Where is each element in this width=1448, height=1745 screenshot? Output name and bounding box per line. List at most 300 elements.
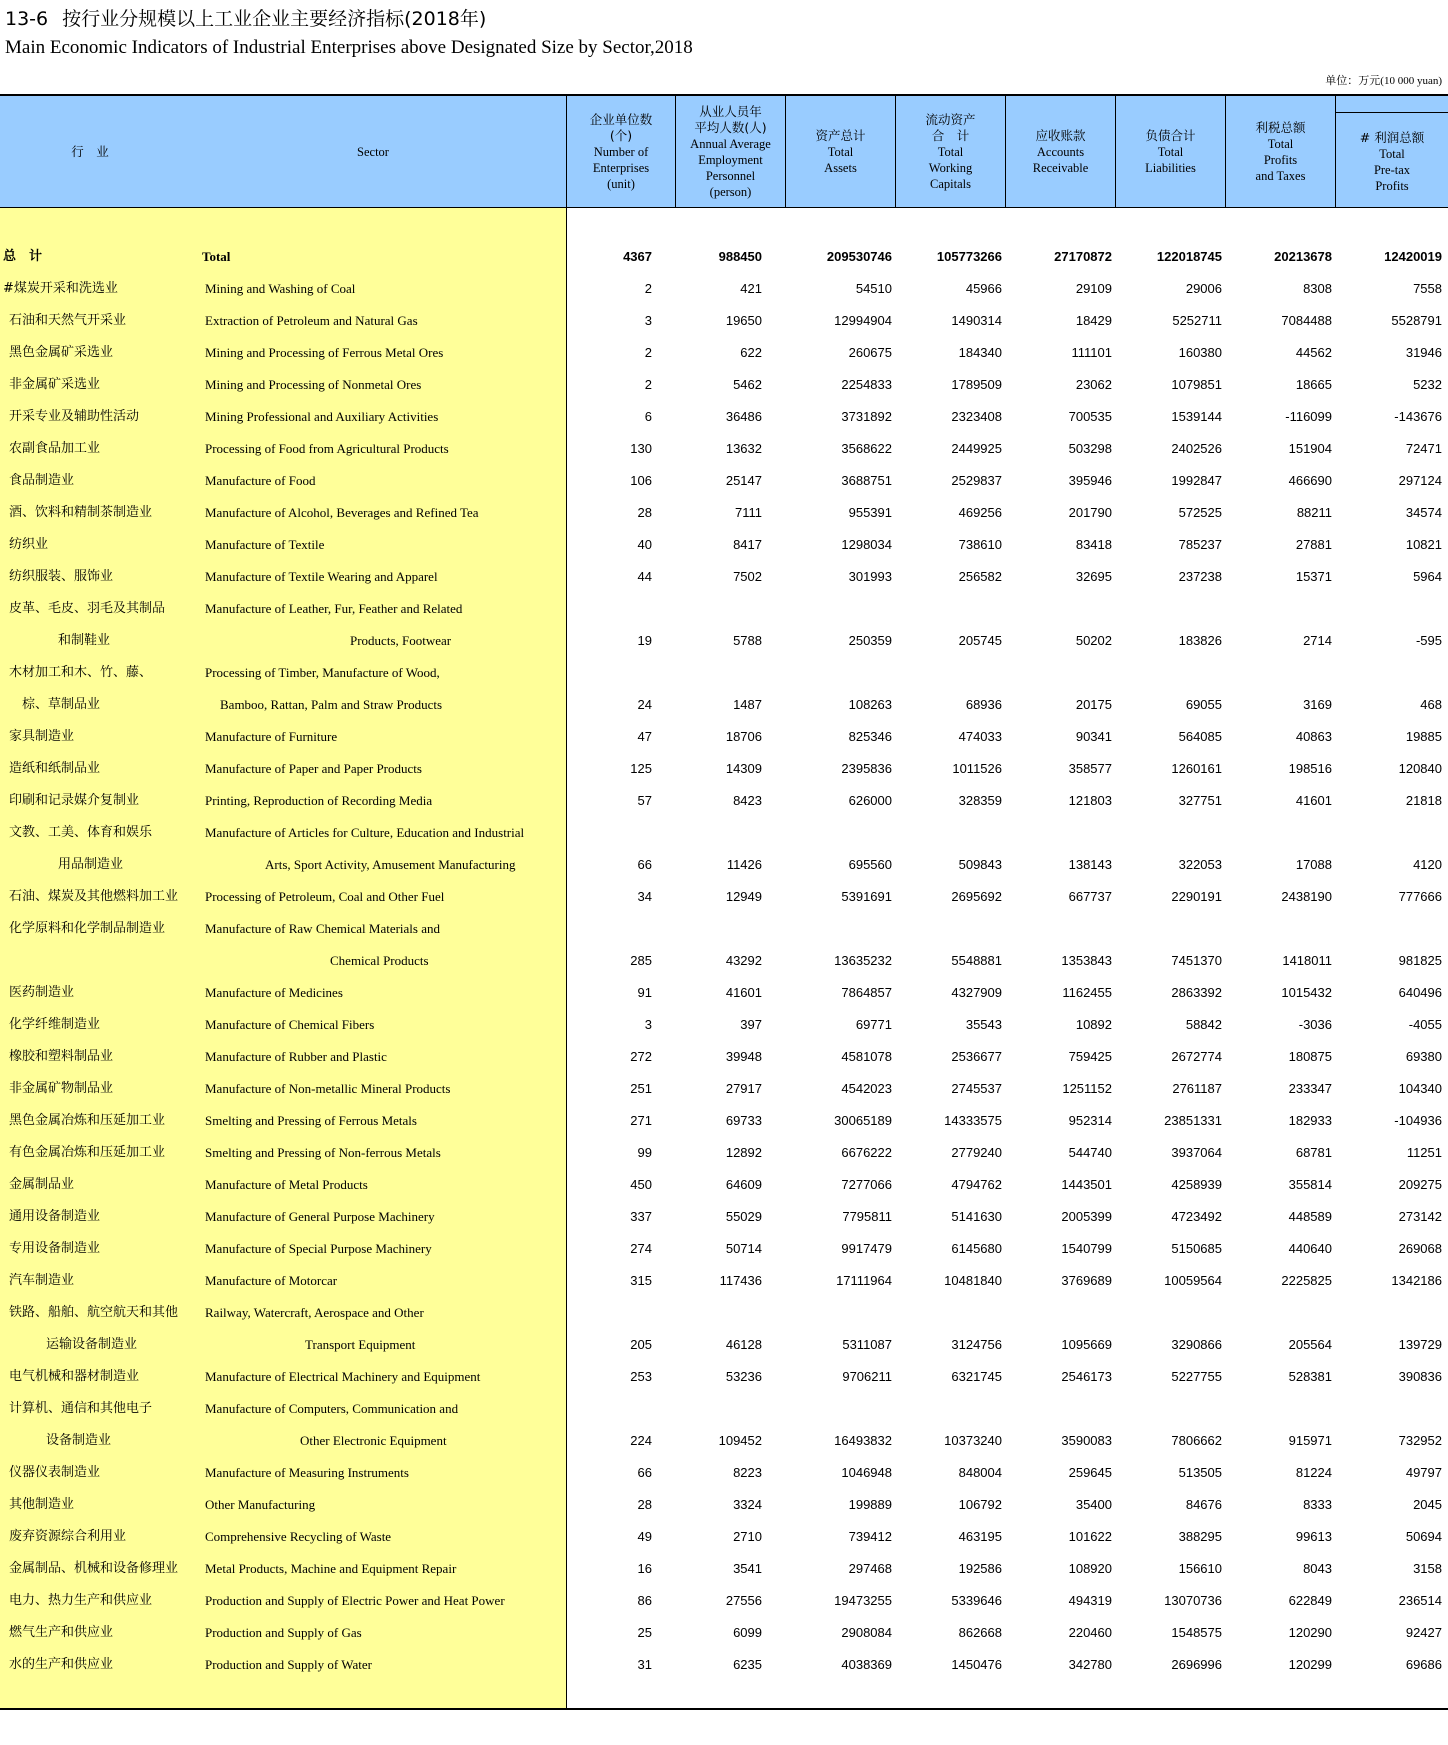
value-cell: 3769689 — [1061, 1273, 1112, 1288]
sector-en: Manufacture of Metal Products — [205, 1177, 368, 1192]
value-cell: 34574 — [1405, 505, 1442, 520]
value-cell: 125 — [630, 761, 652, 776]
table-row — [0, 1329, 1448, 1361]
header-profits-taxes: 利税总额 Total Profits and Taxes — [1255, 120, 1306, 183]
header-working-capitals: 流动资产 合 计 Total Working Capitals — [925, 112, 976, 191]
value-cell: 35400 — [1075, 1497, 1112, 1512]
value-cell: -104936 — [1394, 1113, 1442, 1128]
header-enterprises: 企业单位数 (个) Number of Enterprises (unit) — [589, 112, 653, 191]
sector-en: Manufacture of Non-metallic Mineral Products — [205, 1081, 451, 1096]
value-cell: 4327909 — [951, 985, 1002, 1000]
value-cell: 11251 — [1406, 1145, 1442, 1160]
value-cell: -143676 — [1394, 409, 1442, 424]
value-cell: 81224 — [1295, 1465, 1332, 1480]
value-cell: 3158 — [1413, 1561, 1442, 1576]
value-cell: 17088 — [1295, 857, 1332, 872]
industry-cn: 酒、饮料和精制茶制造业 — [9, 505, 153, 520]
table-row — [0, 753, 1448, 785]
value-cell: 109452 — [718, 1433, 762, 1448]
sector-en: Mining Professional and Auxiliary Activities — [205, 409, 439, 424]
industry-cn: 通用设备制造业 — [9, 1209, 101, 1224]
value-cell: 209275 — [1398, 1177, 1442, 1192]
value-cell: 9706211 — [842, 1369, 892, 1384]
industry-cn: 纺织服装、服饰业 — [9, 569, 114, 584]
value-cell: 50202 — [1075, 633, 1112, 648]
value-cell: 5311087 — [842, 1337, 892, 1352]
table-row — [0, 1105, 1448, 1137]
value-cell: 66 — [637, 857, 652, 872]
value-cell: 23851331 — [1164, 1113, 1222, 1128]
table-row — [0, 401, 1448, 433]
value-cell: 6321745 — [951, 1369, 1002, 1384]
value-cell: 23062 — [1075, 377, 1112, 392]
table-row — [0, 1457, 1448, 1489]
value-cell: 5391691 — [841, 889, 892, 904]
value-cell: 4038369 — [841, 1657, 892, 1672]
value-cell: 12949 — [725, 889, 762, 904]
sector-en: Manufacture of Food — [205, 473, 316, 488]
value-cell: 2045 — [1413, 1497, 1442, 1512]
value-cell: 1342186 — [1391, 1273, 1442, 1288]
value-cell: 199889 — [848, 1497, 892, 1512]
industry-cn: 设备制造业 — [46, 1433, 112, 1448]
value-cell: 25 — [637, 1625, 652, 1640]
table-row — [0, 1169, 1448, 1201]
value-cell: 28 — [637, 1497, 652, 1512]
value-cell: 156610 — [1178, 1561, 1222, 1576]
sector-en: Processing of Timber, Manufacture of Wood, — [205, 665, 440, 680]
value-cell: 139729 — [1398, 1337, 1442, 1352]
value-cell: 5227755 — [1171, 1369, 1222, 1384]
value-cell: 2 — [644, 345, 652, 360]
industry-cn: 燃气生产和供应业 — [9, 1625, 114, 1640]
sector-en: Manufacture of Chemical Fibers — [205, 1017, 375, 1032]
value-cell: 104340 — [1398, 1081, 1442, 1096]
industry-cn: 计算机、通信和其他电子 — [9, 1401, 153, 1416]
value-cell: 30065189 — [834, 1113, 892, 1128]
sector-en: Manufacture of Textile Wearing and Apparel — [205, 569, 438, 584]
value-cell: 121803 — [1068, 793, 1112, 808]
value-cell: 122018745 — [1156, 249, 1222, 264]
value-cell: 759425 — [1068, 1049, 1112, 1064]
industry-cn: 医药制造业 — [9, 985, 75, 1000]
value-cell: 29006 — [1185, 281, 1222, 296]
sector-en: Production and Supply of Electric Power and Heat Power — [205, 1593, 505, 1608]
value-cell: 3937064 — [1171, 1145, 1222, 1160]
value-cell: 18706 — [725, 729, 762, 744]
value-cell: 355814 — [1288, 1177, 1332, 1192]
value-cell: 2546173 — [1061, 1369, 1112, 1384]
value-cell: 358577 — [1068, 761, 1112, 776]
value-cell: 27170872 — [1054, 249, 1112, 264]
value-cell: 7806662 — [1171, 1433, 1222, 1448]
value-cell: 2254833 — [841, 377, 892, 392]
industry-cn: 金属制品、机械和设备修理业 — [9, 1561, 179, 1576]
sector-en: Smelting and Pressing of Non-ferrous Metals — [205, 1145, 441, 1160]
value-cell: 1298034 — [841, 537, 892, 552]
value-cell: 68781 — [1295, 1145, 1332, 1160]
header-receivable: 应收账款 Accounts Receivable — [1032, 128, 1089, 175]
value-cell: -595 — [1415, 633, 1442, 648]
value-cell: 328359 — [958, 793, 1002, 808]
sector-en: Manufacture of Leather, Fur, Feather and Related — [205, 601, 463, 616]
industry-cn: 水的生产和供应业 — [9, 1657, 114, 1672]
value-cell: 2695692 — [951, 889, 1002, 904]
value-cell: 6 — [644, 409, 652, 424]
value-cell: 53236 — [725, 1369, 762, 1384]
value-cell: 4258939 — [1171, 1177, 1222, 1192]
value-cell: 988450 — [718, 249, 762, 264]
industry-cn: 橡胶和塑料制品业 — [9, 1049, 114, 1064]
industry-cn: 非金属矿物制品业 — [9, 1081, 114, 1096]
value-cell: 2005399 — [1061, 1209, 1112, 1224]
value-cell: 2438190 — [1281, 889, 1332, 904]
value-cell: 55029 — [725, 1209, 762, 1224]
industry-cn: 和制鞋业 — [58, 633, 111, 648]
value-cell: 469256 — [958, 505, 1002, 520]
table-row — [0, 1137, 1448, 1169]
sector-en: Mining and Processing of Ferrous Metal Ores — [205, 345, 444, 360]
industry-cn: #煤炭开采和洗选业 — [3, 281, 118, 296]
value-cell: 2395836 — [841, 761, 892, 776]
value-cell: 1490314 — [951, 313, 1002, 328]
value-cell: 466690 — [1288, 473, 1332, 488]
value-cell: 315 — [630, 1273, 652, 1288]
value-cell: 111101 — [1071, 345, 1112, 360]
sector-en: Manufacture of Raw Chemical Materials and — [205, 921, 440, 936]
value-cell: -116099 — [1285, 409, 1332, 424]
value-cell: 66 — [637, 1465, 652, 1480]
value-cell: 7451370 — [1171, 953, 1222, 968]
value-cell: 117436 — [719, 1273, 762, 1288]
sector-en: Comprehensive Recycling of Waste — [205, 1529, 392, 1544]
value-cell: 201790 — [1068, 505, 1112, 520]
table-row — [0, 1425, 1448, 1457]
value-cell: 2323408 — [951, 409, 1002, 424]
value-cell: 24 — [637, 697, 652, 712]
value-cell: 50714 — [725, 1241, 762, 1256]
value-cell: 5232 — [1413, 377, 1442, 392]
value-cell: 1443501 — [1061, 1177, 1112, 1192]
sector-en: Arts, Sport Activity, Amusement Manufacturing — [265, 857, 516, 872]
value-cell: 21818 — [1405, 793, 1442, 808]
value-cell: 4120 — [1413, 857, 1442, 872]
value-cell: 108263 — [848, 697, 892, 712]
industry-cn: 农副食品加工业 — [9, 441, 101, 456]
value-cell: 224 — [630, 1433, 652, 1448]
value-cell: 1540799 — [1061, 1241, 1112, 1256]
value-cell: 952314 — [1068, 1113, 1112, 1128]
value-cell: 269068 — [1398, 1241, 1442, 1256]
value-cell: 184340 — [958, 345, 1002, 360]
value-cell: 3 — [644, 1017, 652, 1032]
value-cell: 69771 — [855, 1017, 892, 1032]
value-cell: 120299 — [1288, 1657, 1332, 1672]
table-row — [0, 1265, 1448, 1297]
value-cell: 297124 — [1398, 473, 1442, 488]
value-cell: 138143 — [1068, 857, 1112, 872]
value-cell: 785237 — [1178, 537, 1222, 552]
value-cell: 2290191 — [1171, 889, 1222, 904]
value-cell: 29109 — [1075, 281, 1112, 296]
table-title-en: Main Economic Indicators of Industrial Enterprises above Designated Size by Sector,2018 — [5, 37, 693, 58]
industry-cn: 金属制品业 — [9, 1177, 75, 1192]
value-cell: 19 — [637, 633, 652, 648]
sector-en: Products, Footwear — [350, 633, 452, 648]
value-cell: 271 — [630, 1113, 652, 1128]
sector-en: Manufacture of Paper and Paper Products — [205, 761, 422, 776]
value-cell: 1046948 — [841, 1465, 892, 1480]
sector-en: Smelting and Pressing of Ferrous Metals — [205, 1113, 417, 1128]
value-cell: 1162455 — [1062, 985, 1112, 1000]
value-cell: 14333575 — [944, 1113, 1002, 1128]
value-cell: 27917 — [725, 1081, 762, 1096]
value-cell: 2710 — [733, 1529, 762, 1544]
sector-en: Production and Supply of Gas — [205, 1625, 362, 1640]
value-cell: 7502 — [733, 569, 762, 584]
table-row — [0, 945, 1448, 977]
table-row — [0, 337, 1448, 369]
table-title-cn — [5, 4, 486, 31]
value-cell: 4542023 — [841, 1081, 892, 1096]
value-cell: 825346 — [848, 729, 892, 744]
value-cell: 105773266 — [936, 249, 1002, 264]
table-row — [0, 1489, 1448, 1521]
value-cell: 233347 — [1288, 1081, 1332, 1096]
table-row — [0, 1553, 1448, 1585]
value-cell: 8333 — [1303, 1497, 1332, 1512]
value-cell: 777666 — [1398, 889, 1442, 904]
value-cell: 8223 — [733, 1465, 762, 1480]
value-cell: 19473255 — [834, 1593, 892, 1608]
value-cell: 31946 — [1405, 345, 1442, 360]
sector-en: Bamboo, Rattan, Palm and Straw Products — [220, 697, 443, 712]
value-cell: 72471 — [1405, 441, 1442, 456]
value-cell: 285 — [630, 953, 652, 968]
value-cell: 45966 — [965, 281, 1002, 296]
table-row — [0, 529, 1448, 561]
value-cell: 6235 — [733, 1657, 762, 1672]
value-cell: 259645 — [1068, 1465, 1112, 1480]
value-cell: 92427 — [1405, 1625, 1442, 1640]
sector-en: Manufacture of Computers, Communication and — [205, 1401, 459, 1416]
unit-label — [1325, 72, 1442, 88]
value-cell: 250359 — [848, 633, 892, 648]
value-cell: 1095669 — [1061, 1337, 1112, 1352]
table-row — [0, 625, 1448, 657]
sector-en: Manufacture of Textile — [205, 537, 325, 552]
value-cell: 9917479 — [841, 1241, 892, 1256]
value-cell: 274 — [630, 1241, 652, 1256]
value-cell: 47 — [637, 729, 652, 744]
value-cell: 84676 — [1185, 1497, 1222, 1512]
industry-cn: 废弃资源综合利用业 — [9, 1529, 127, 1544]
header-liabilities: 负债合计 Total Liabilities — [1145, 128, 1196, 175]
value-cell: 12420019 — [1384, 249, 1442, 264]
sector-en: Manufacture of General Purpose Machinery — [205, 1209, 435, 1224]
value-cell: 11426 — [726, 857, 762, 872]
value-cell: 68936 — [965, 697, 1002, 712]
value-cell: 86 — [637, 1593, 652, 1608]
value-cell: 503298 — [1068, 441, 1112, 456]
value-cell: 327751 — [1178, 793, 1222, 808]
value-cell: 3541 — [733, 1561, 762, 1576]
value-cell: 272 — [630, 1049, 652, 1064]
value-cell: 6145680 — [951, 1241, 1002, 1256]
industry-cn: 铁路、船舶、航空航天和其他 — [9, 1305, 179, 1320]
table-row — [0, 977, 1448, 1009]
sector-en: Manufacture of Special Purpose Machinery — [205, 1241, 432, 1256]
value-cell: 25147 — [725, 473, 762, 488]
value-cell: 5548881 — [951, 953, 1002, 968]
value-cell: 10481840 — [944, 1273, 1002, 1288]
value-cell: 183826 — [1178, 633, 1222, 648]
table-row — [0, 1009, 1448, 1041]
value-cell: 91 — [637, 985, 652, 1000]
value-cell: 27881 — [1295, 537, 1332, 552]
value-cell: 43292 — [725, 953, 762, 968]
value-cell: 273142 — [1398, 1209, 1442, 1224]
value-cell: 2696996 — [1171, 1657, 1222, 1672]
header-employment: 从业人员年 平均人数(人) Annual Average Employment Personnel (person) — [690, 104, 771, 199]
value-cell: 1260161 — [1171, 761, 1222, 776]
table-row — [0, 273, 1448, 305]
industry-cn: 开采专业及辅助性活动 — [9, 409, 140, 424]
value-cell: 130 — [630, 441, 652, 456]
value-cell: 36486 — [725, 409, 762, 424]
industry-cn: 石油和天然气开采业 — [9, 313, 127, 328]
value-cell: 69055 — [1185, 697, 1222, 712]
value-cell: 3731892 — [841, 409, 892, 424]
value-cell: 180875 — [1288, 1049, 1332, 1064]
value-cell: 205564 — [1288, 1337, 1332, 1352]
value-cell: 463195 — [958, 1529, 1002, 1544]
value-cell: 8423 — [733, 793, 762, 808]
value-cell: 667737 — [1068, 889, 1112, 904]
sector-en: Manufacture of Motorcar — [205, 1273, 338, 1288]
industry-cn: 运输设备制造业 — [46, 1337, 138, 1352]
value-cell: 955391 — [848, 505, 892, 520]
value-cell: 3124756 — [951, 1337, 1002, 1352]
value-cell: 5150685 — [1171, 1241, 1222, 1256]
value-cell: 13070736 — [1164, 1593, 1222, 1608]
value-cell: 18429 — [1075, 313, 1112, 328]
value-cell: 1487 — [733, 697, 762, 712]
industry-cn: 总 计 — [3, 249, 43, 264]
industry-cn: 有色金属冶炼和压延加工业 — [9, 1145, 166, 1160]
value-cell: 2 — [644, 281, 652, 296]
table-body — [0, 241, 1448, 1681]
value-cell: 2402526 — [1171, 441, 1222, 456]
value-cell: 6099 — [733, 1625, 762, 1640]
industry-cn: 食品制造业 — [9, 473, 75, 488]
sector-en: Manufacture of Electrical Machinery and Equipment — [205, 1369, 481, 1384]
value-cell: 622849 — [1288, 1593, 1332, 1608]
sector-en: Transport Equipment — [305, 1337, 416, 1352]
sector-en: Manufacture of Medicines — [205, 985, 343, 1000]
value-cell: 2863392 — [1171, 985, 1222, 1000]
sector-en: Manufacture of Measuring Instruments — [205, 1465, 409, 1480]
table-row — [0, 689, 1448, 721]
value-cell: 108920 — [1068, 1561, 1112, 1576]
value-cell: 58842 — [1185, 1017, 1222, 1032]
value-cell: 12892 — [725, 1145, 762, 1160]
value-cell: 2449925 — [951, 441, 1002, 456]
value-cell: 151904 — [1288, 441, 1332, 456]
value-cell: 5528791 — [1391, 313, 1442, 328]
table-row — [0, 721, 1448, 753]
industry-cn: 电气机械和器材制造业 — [9, 1369, 140, 1384]
sector-en: Mining and Processing of Nonmetal Ores — [205, 377, 422, 392]
value-cell: 49797 — [1405, 1465, 1442, 1480]
value-cell: 40863 — [1295, 729, 1332, 744]
value-cell: 5964 — [1413, 569, 1442, 584]
value-cell: 3590083 — [1061, 1433, 1112, 1448]
value-cell: 862668 — [958, 1625, 1002, 1640]
value-cell: 6676222 — [841, 1145, 892, 1160]
table-row — [0, 465, 1448, 497]
value-cell: 4367 — [623, 249, 652, 264]
industry-cn: 化学原料和化学制品制造业 — [9, 921, 166, 936]
sector-en: Manufacture of Furniture — [205, 729, 338, 744]
value-cell: 41601 — [725, 985, 762, 1000]
sector-en: Railway, Watercraft, Aerospace and Other — [205, 1305, 424, 1320]
sector-en: Chemical Products — [330, 953, 429, 968]
value-cell: 3169 — [1303, 697, 1332, 712]
value-cell: 236514 — [1398, 1593, 1442, 1608]
header-assets: 资产总计 Total Assets — [815, 128, 866, 175]
value-cell: 10059564 — [1164, 1273, 1222, 1288]
table-row — [0, 561, 1448, 593]
value-cell: 198516 — [1288, 761, 1332, 776]
value-cell: 237238 — [1178, 569, 1222, 584]
value-cell: 69380 — [1405, 1049, 1442, 1064]
value-cell: 50694 — [1405, 1529, 1442, 1544]
sector-en: Mining and Washing of Coal — [205, 281, 356, 296]
value-cell: 8043 — [1303, 1561, 1332, 1576]
value-cell: 64609 — [725, 1177, 762, 1192]
value-cell: -3036 — [1298, 1017, 1332, 1032]
sector-en: Processing of Petroleum, Coal and Other Fuel — [205, 889, 445, 904]
value-cell: 69733 — [725, 1113, 762, 1128]
value-cell: 7795811 — [842, 1209, 892, 1224]
value-cell: 626000 — [848, 793, 892, 808]
industry-cn: 棕、草制品业 — [22, 697, 101, 712]
unit-en: (10 000 yuan) — [1380, 75, 1442, 87]
value-cell: 44562 — [1295, 345, 1332, 360]
value-cell: 192586 — [958, 1561, 1002, 1576]
table-row — [0, 881, 1448, 913]
value-cell: 101622 — [1068, 1529, 1112, 1544]
industry-cn: 非金属矿采选业 — [9, 377, 101, 392]
industry-cn: 其他制造业 — [9, 1497, 75, 1512]
value-cell: 83418 — [1075, 537, 1112, 552]
value-cell: 160380 — [1178, 345, 1222, 360]
value-cell: 8308 — [1303, 281, 1332, 296]
value-cell: 15371 — [1295, 569, 1332, 584]
value-cell: 19885 — [1405, 729, 1442, 744]
industry-cn: 电力、热力生产和供应业 — [9, 1593, 153, 1608]
value-cell: 13632 — [725, 441, 762, 456]
industry-cn: 黑色金属矿采选业 — [9, 345, 114, 360]
value-cell: 7277066 — [841, 1177, 892, 1192]
sector-en: Manufacture of Alcohol, Beverages and Refined Tea — [205, 505, 479, 520]
value-cell: 1539144 — [1171, 409, 1222, 424]
table-row — [0, 1361, 1448, 1393]
value-cell: 106792 — [958, 1497, 1002, 1512]
value-cell: 7084488 — [1281, 313, 1332, 328]
value-cell: 1251152 — [1062, 1081, 1112, 1096]
